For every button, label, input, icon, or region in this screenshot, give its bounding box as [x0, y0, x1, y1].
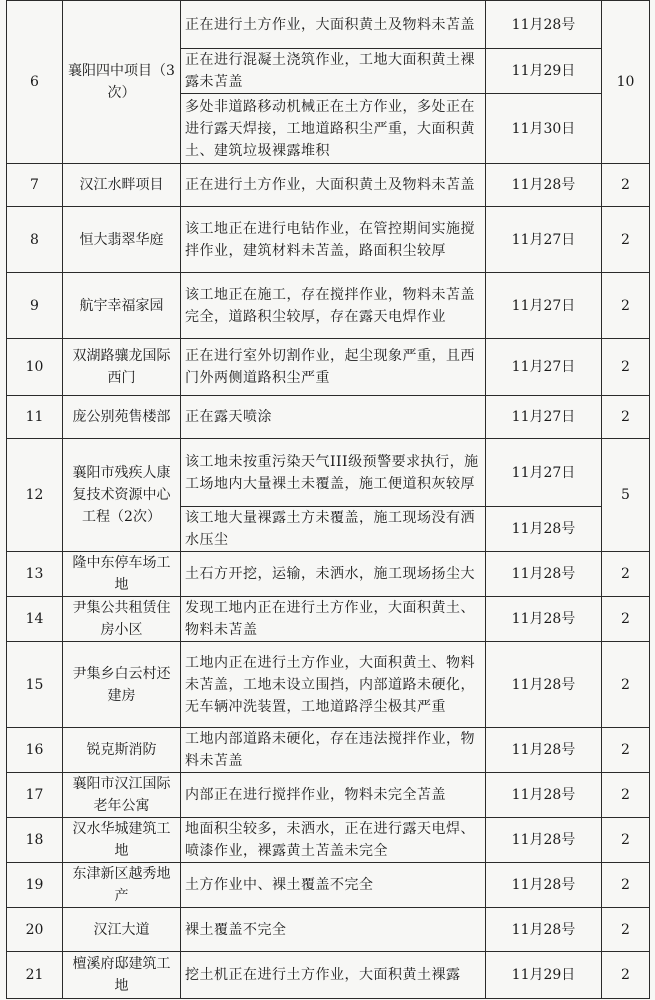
penalty-score: 2	[602, 396, 650, 439]
project-name: 汉江水畔项目	[63, 164, 181, 207]
violation-description: 该工地未按重污染天气III级预警要求执行，施工场地内大量裸土未覆盖，施工便道积灰较厚	[181, 439, 486, 507]
penalty-score: 2	[602, 597, 650, 642]
violation-description: 工地内部道路未硬化，存在违法搅拌作业，物料未苫盖	[181, 728, 486, 773]
row-number: 11	[7, 396, 63, 439]
violation-description: 正在露天喷涂	[181, 396, 486, 439]
penalty-score: 2	[602, 952, 650, 999]
row-number: 14	[7, 597, 63, 642]
violation-description: 正在进行混凝土浇筑作业，工地大面积黄土裸露未苫盖	[181, 49, 486, 94]
inspection-date: 11月29日	[486, 49, 602, 94]
inspection-date: 11月28号	[486, 818, 602, 863]
inspection-date: 11月28号	[486, 507, 602, 552]
inspection-date: 11月28号	[486, 1, 602, 49]
inspection-date: 11月28号	[486, 164, 602, 207]
penalty-score: 2	[602, 818, 650, 863]
table-row	[7, 339, 650, 396]
table-row	[7, 396, 650, 439]
row-number: 15	[7, 642, 63, 728]
row-number: 9	[7, 273, 63, 339]
row-number: 19	[7, 863, 63, 908]
violation-description: 工地内正在进行土方作业，大面积黄土、物料未苫盖，工地未设立围挡，内部道路未硬化，无车辆冲洗装置，工地道路浮尘极其严重	[181, 642, 486, 728]
violation-description: 土石方开挖，运输，未洒水，施工现场扬尘大	[181, 552, 486, 597]
violation-description: 该工地正在进行电钻作业，在管控期间实施搅拌作业，建筑材料未苫盖，路面积尘较厚	[181, 207, 486, 273]
project-name: 襄阳市残疾人康复技术资源中心工程（2次）	[63, 439, 181, 552]
penalty-score: 2	[602, 339, 650, 396]
inspection-date: 11月28号	[486, 863, 602, 908]
table-row	[7, 818, 650, 863]
row-number: 10	[7, 339, 63, 396]
table-row	[7, 207, 650, 273]
row-number: 21	[7, 952, 63, 999]
table-row	[7, 863, 650, 908]
penalty-score: 5	[602, 439, 650, 552]
row-number: 13	[7, 552, 63, 597]
project-name: 东津新区越秀地产	[63, 863, 181, 908]
row-number: 6	[7, 1, 63, 164]
row-number: 8	[7, 207, 63, 273]
table-row	[7, 908, 650, 952]
penalty-score: 2	[602, 908, 650, 952]
row-number: 16	[7, 728, 63, 773]
inspection-date: 11月27日	[486, 207, 602, 273]
table-row	[7, 552, 650, 597]
project-name: 檀溪府邸建筑工地	[63, 952, 181, 999]
penalty-score: 2	[602, 773, 650, 818]
violation-description: 该工地正在施工，存在搅拌作业，物料未苫盖完全，道路积尘较厚，存在露天电焊作业	[181, 273, 486, 339]
violation-description: 挖土机正在进行土方作业，大面积黄土裸露	[181, 952, 486, 999]
violation-description: 正在进行室外切割作业，起尘现象严重，且西门外两侧道路积尘严重	[181, 339, 486, 396]
inspection-date: 11月28号	[486, 773, 602, 818]
penalty-score: 2	[602, 728, 650, 773]
table-row	[7, 597, 650, 642]
inspection-date: 11月28号	[486, 597, 602, 642]
penalty-score: 2	[602, 552, 650, 597]
table-row	[7, 439, 650, 507]
inspection-date: 11月27日	[486, 439, 602, 507]
project-name: 庞公别苑售楼部	[63, 396, 181, 439]
violation-description: 发现工地内正在进行土方作业，大面积黄土、物料未苫盖	[181, 597, 486, 642]
penalty-score: 2	[602, 642, 650, 728]
table-row	[7, 164, 650, 207]
row-number: 12	[7, 439, 63, 552]
table-row	[7, 1, 650, 49]
row-number: 7	[7, 164, 63, 207]
row-number: 17	[7, 773, 63, 818]
violation-description: 土方作业中、裸土覆盖不完全	[181, 863, 486, 908]
project-name: 隆中东停车场工地	[63, 552, 181, 597]
project-name: 尹集公共租赁住房小区	[63, 597, 181, 642]
inspection-date: 11月29日	[486, 952, 602, 999]
penalty-score: 2	[602, 207, 650, 273]
penalty-score: 2	[602, 863, 650, 908]
inspection-date: 11月27日	[486, 396, 602, 439]
project-name: 襄阳市汉江国际老年公寓	[63, 773, 181, 818]
inspection-date: 11月27日	[486, 273, 602, 339]
inspection-date: 11月30日	[486, 94, 602, 164]
inspection-date: 11月28号	[486, 642, 602, 728]
project-name: 襄阳四中项目（3次）	[63, 1, 181, 164]
inspection-table-body	[7, 1, 650, 999]
violation-description: 内部正在进行搅拌作业，物料未完全苫盖	[181, 773, 486, 818]
row-number: 18	[7, 818, 63, 863]
table-row	[7, 642, 650, 728]
violation-description: 该工地大量裸露土方未覆盖，施工现场没有洒水压尘	[181, 507, 486, 552]
violation-description: 正在进行土方作业，大面积黄土及物料未苫盖	[181, 164, 486, 207]
table-row	[7, 273, 650, 339]
penalty-score: 10	[602, 1, 650, 164]
penalty-score: 2	[602, 164, 650, 207]
inspection-date: 11月27日	[486, 339, 602, 396]
inspection-date: 11月28号	[486, 552, 602, 597]
project-name: 尹集乡白云村还建房	[63, 642, 181, 728]
violation-description: 多处非道路移动机械正在土方作业，多处正在进行露天焊接，工地道路积尘严重，大面积黄土、建筑垃圾裸露堆积	[181, 94, 486, 164]
project-name: 双湖路骧龙国际西门	[63, 339, 181, 396]
project-name: 航宇幸福家园	[63, 273, 181, 339]
row-number: 20	[7, 908, 63, 952]
inspection-date: 11月28号	[486, 728, 602, 773]
violation-description: 裸土覆盖不完全	[181, 908, 486, 952]
inspection-table	[6, 0, 650, 999]
table-row	[7, 773, 650, 818]
project-name: 锐克斯消防	[63, 728, 181, 773]
project-name: 汉江大道	[63, 908, 181, 952]
violation-description: 地面积尘较多，未洒水，正在进行露天电焊、喷漆作业，裸露黄土苫盖未完全	[181, 818, 486, 863]
penalty-score: 2	[602, 273, 650, 339]
table-row	[7, 952, 650, 999]
project-name: 汉水华城建筑工地	[63, 818, 181, 863]
inspection-date: 11月28号	[486, 908, 602, 952]
project-name: 恒大翡翠华庭	[63, 207, 181, 273]
table-row	[7, 728, 650, 773]
violation-description: 正在进行土方作业，大面积黄土及物料未苫盖	[181, 1, 486, 49]
